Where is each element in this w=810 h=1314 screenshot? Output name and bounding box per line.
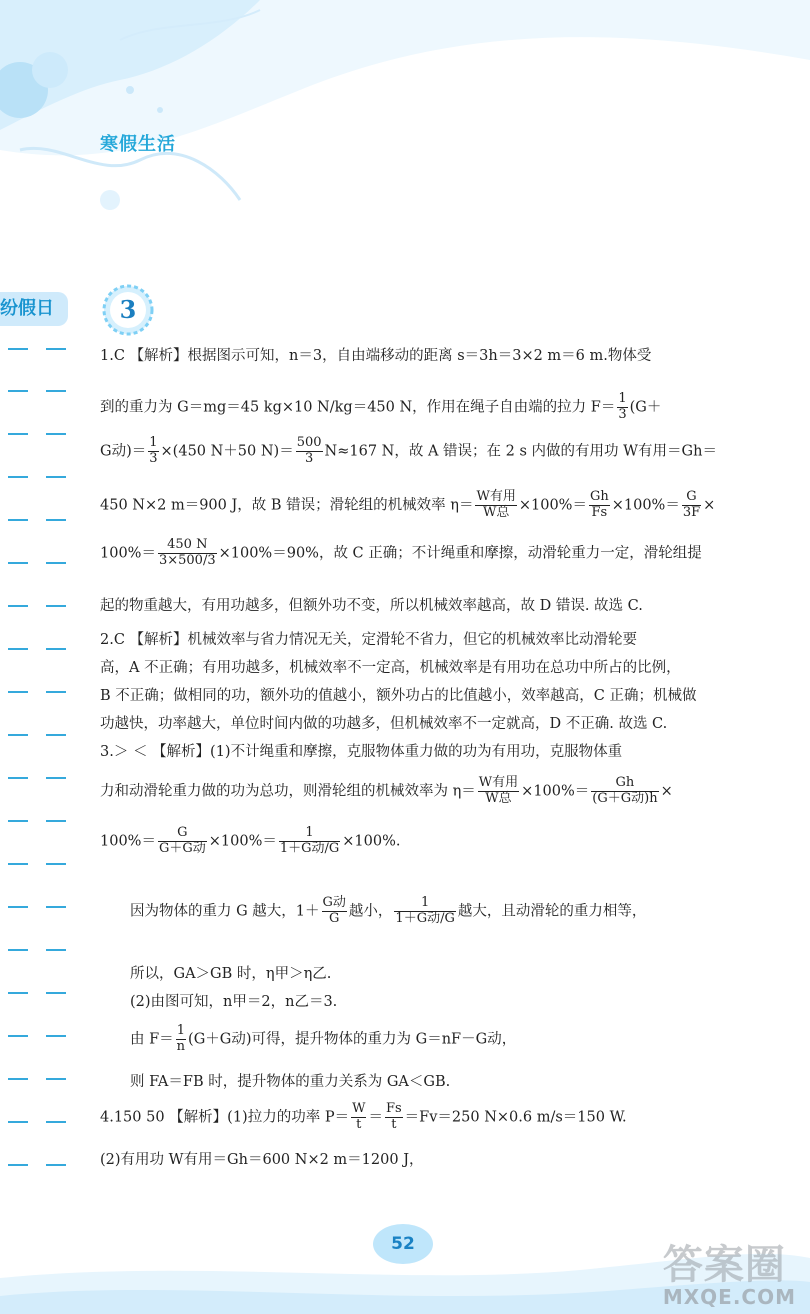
fraction: $\frac{Gh}{\text{(G＋G动)h}}$ (592, 775, 658, 806)
fraction: $\frac{\text{W有用}}{\text{W总}}$ (476, 489, 516, 520)
fraction: $\frac{W}{t}$ (352, 1101, 366, 1132)
fraction: $\frac{500}{3}$ (296, 435, 322, 466)
q1-line-1: 1.C 【解析】根据图示可知，n＝3，自由端移动的距离 s＝3h＝3×2 m＝6 m.物体受 (100, 348, 652, 364)
fraction: $\frac{1}{n}$ (176, 1023, 186, 1054)
fraction: $\frac{1}{\text{1＋G动/G}}$ (279, 825, 340, 856)
q3-line-8: 则 FA＝FB 时，提升物体的重力关系为 GA＜GB. (130, 1074, 451, 1090)
q3-line-4: 因为物体的重力 G 越大，1＋ $\frac{\text{G动}}{G}$ 越小， $\frac{1}{\text{1＋G动/G}}$ 越大，且动滑轮的重力相等， (130, 895, 647, 926)
fraction: $\frac{1}{\text{1＋G动/G}}$ (395, 895, 455, 926)
watermark-main: 答案圈 (662, 1242, 786, 1288)
fraction: $\frac{\text{G动}}{G}$ (322, 895, 346, 926)
q3-line-7: 由 F＝ $\frac{1}{n}$ (G＋G动)可得，提升物体的重力为 G＝nF－G动， (130, 1023, 517, 1054)
fraction: $\frac{1}{3}$ (149, 435, 158, 466)
fraction: $\frac{Gh}{Fs}$ (589, 489, 609, 520)
fraction: $\frac{\text{W有用}}{\text{W总}}$ (478, 775, 519, 806)
q4-line-2: (2)有用功 W有用＝Gh＝600 N×2 m＝1200 J， (100, 1152, 424, 1168)
badge-number: 3 (119, 295, 137, 324)
q2-line-3: B 不正确；做相同的功，额外功的值越小，额外功占的比值越小，效率越高，C 正确；机械做 (100, 688, 697, 704)
q1-line-2: 到的重力为 G＝mg＝45 kg×10 N/kg＝450 N，作用在绳子自由端的拉力 F＝ $\frac{1}{3}$ (G＋ (100, 391, 662, 422)
fraction: $\frac{450 N}{3\times 500/3}$ (158, 537, 216, 568)
fraction: $\frac{G}{3F}$ (682, 489, 701, 520)
fraction: $\frac{Fs}{t}$ (385, 1101, 402, 1132)
q4-line-1: 4.150 50 【解析】(1)拉力的功率 P＝ $\frac{W}{t}$ ＝ $\frac{Fs}{t}$ ＝Fv＝250 N×0.6 m/s＝150 W. (100, 1101, 627, 1132)
q1-line-4: 450 N×2 m＝900 J，故 B 错误；滑轮组的机械效率 η＝ $\frac{\text{W有用}}{\text{W总}}$ ×100%＝ $\frac{Gh}{Fs}$ ×100%＝ $\frac{G}{3F}$ × (100, 489, 716, 520)
lesson-number-badge (102, 284, 154, 336)
q1-line-6: 起的物重越大，有用功越多，但额外功不变，所以机械效率越高，故 D 错误. 故选 C. (100, 598, 643, 614)
q2-line-2: 高，A 不正确；有用功越多，机械效率不一定高，机械效率是有用功在总功中所占的比例， (100, 660, 681, 676)
watermark-logo (663, 1244, 796, 1308)
q1-line-3: G动)＝ $\frac{1}{3}$ ×(450 N＋50 N)＝ $\frac{500}{3}$ N≈167 N，故 A 错误；在 2 s 内做的有用功 W有用＝Gh＝ (100, 435, 717, 466)
q3-line-2: 力和动滑轮重力做的功为总功，则滑轮组的机械效率为 η＝ $\frac{\text{W有用}}{\text{W总}}$ ×100%＝ $\frac{Gh}{\text{(G＋G动)h}}$ × (100, 775, 673, 806)
q2-line-1: 2.C 【解析】机械效率与省力情况无关，定滑轮不省力，但它的机械效率比动滑轮要 (100, 632, 638, 648)
q3-line-6: (2)由图可知，n甲＝2，n乙＝3. (130, 994, 338, 1010)
q3-line-3: 100%＝ $\frac{G}{\text{G＋G动}}$ ×100%＝ $\frac{1}{\text{1＋G动/G}}$ ×100%. (100, 825, 401, 856)
page-number: 52 (373, 1224, 433, 1264)
header-decoration (0, 0, 810, 240)
side-tab-label: 纷假日 (0, 292, 68, 326)
q1-line-5: 100%＝ $\frac{450 N}{3\times 500/3}$ ×100%＝90%，故 C 正确；不计绳重和摩擦，动滑轮重力一定，滑轮组提 (100, 537, 702, 568)
watermark-url: MXQE.COM (662, 1285, 796, 1309)
q3-line-5: 所以，GA＞GB 时，η甲＞η乙. (130, 966, 332, 982)
section-title: 寒假生活 (100, 134, 176, 155)
fraction: $\frac{G}{\text{G＋G动}}$ (158, 825, 206, 856)
q2-line-4: 功越快，功率越大，单位时间内做的功越多，但机械效率不一定就高，D 不正确. 故选 C. (100, 716, 668, 732)
fraction: $\frac{1}{3}$ (618, 391, 627, 422)
q3-line-1: 3.＞ ＜ 【解析】(1)不计绳重和摩擦，克服物体重力做的功为有用功，克服物体重 (100, 744, 623, 760)
